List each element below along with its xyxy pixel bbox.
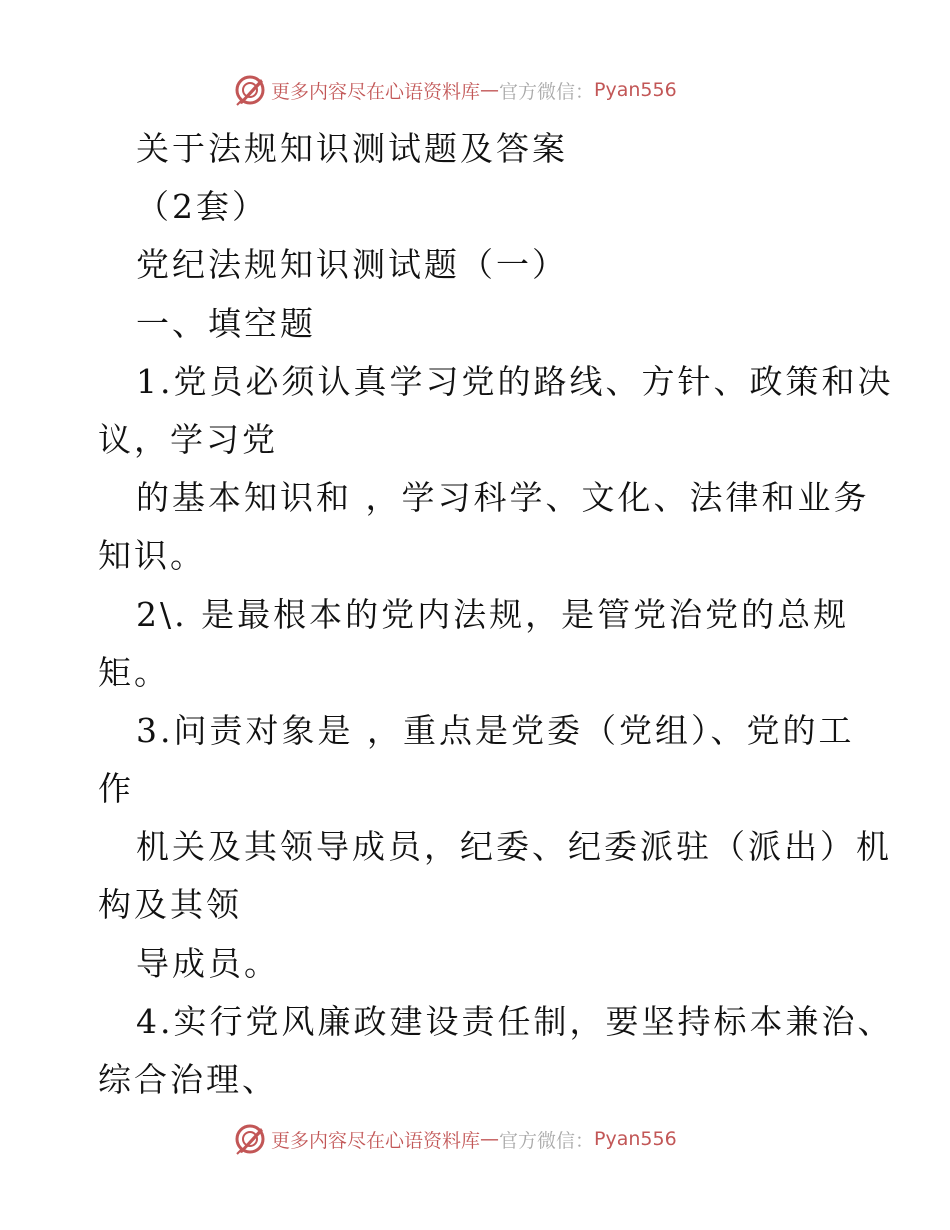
part-heading: 一、填空题 — [136, 303, 316, 343]
question-3-line-2: 作 — [98, 769, 134, 809]
watermark-text: 更多内容尽在心语资料库 — [271, 1129, 481, 1152]
watermark-label: 官方微信： — [499, 1129, 595, 1152]
watermark-wechat-id: Pyan556 — [594, 1128, 677, 1150]
question-1-line-3: 的基本知识和 ，学习科学、文化、法律和业务 — [136, 478, 870, 518]
document-body — [98, 120, 894, 1109]
watermark-dash: — — [480, 79, 500, 101]
document-subtitle: （2套） — [136, 187, 268, 227]
question-3-line-4: 构及其领 — [98, 885, 242, 925]
watermark-dash: — — [480, 1128, 500, 1150]
question-2-line-2: 矩。 — [98, 652, 170, 692]
question-3-line-3: 机关及其领导成员，纪委、纪委派驻（派出）机 — [136, 827, 892, 867]
question-4-line-2: 综合治理、 — [98, 1060, 278, 1099]
section-title: 党纪法规知识测试题（一） — [136, 245, 568, 285]
question-1-line-4: 知识。 — [98, 536, 206, 576]
question-3-line-5: 导成员。 — [136, 943, 280, 983]
question-3-line-1: 3.问责对象是 ，重点是党委（党组）、党的工 — [136, 710, 855, 750]
document-title: 关于法规知识测试题及答案 — [136, 129, 568, 168]
quill-pen-logo-icon — [233, 1122, 267, 1156]
watermark-wechat-id: Pyan556 — [594, 79, 677, 101]
question-1-line-2: 议，学习党 — [98, 419, 278, 459]
question-2-line-1: 2\. 是最根本的党内法规，是管党治党的总规 — [136, 594, 850, 634]
watermark-label: 官方微信： — [499, 80, 595, 103]
question-1-line-1: 1.党员必须认真学习党的路线、方针、政策和决 — [136, 361, 894, 401]
footer-watermark — [233, 1121, 753, 1157]
watermark-text: 更多内容尽在心语资料库 — [271, 80, 481, 103]
question-4-line-1: 4.实行党风廉政建设责任制，要坚持标本兼治、 — [136, 1001, 894, 1041]
quill-pen-logo-icon — [233, 73, 267, 107]
header-watermark — [233, 72, 753, 108]
